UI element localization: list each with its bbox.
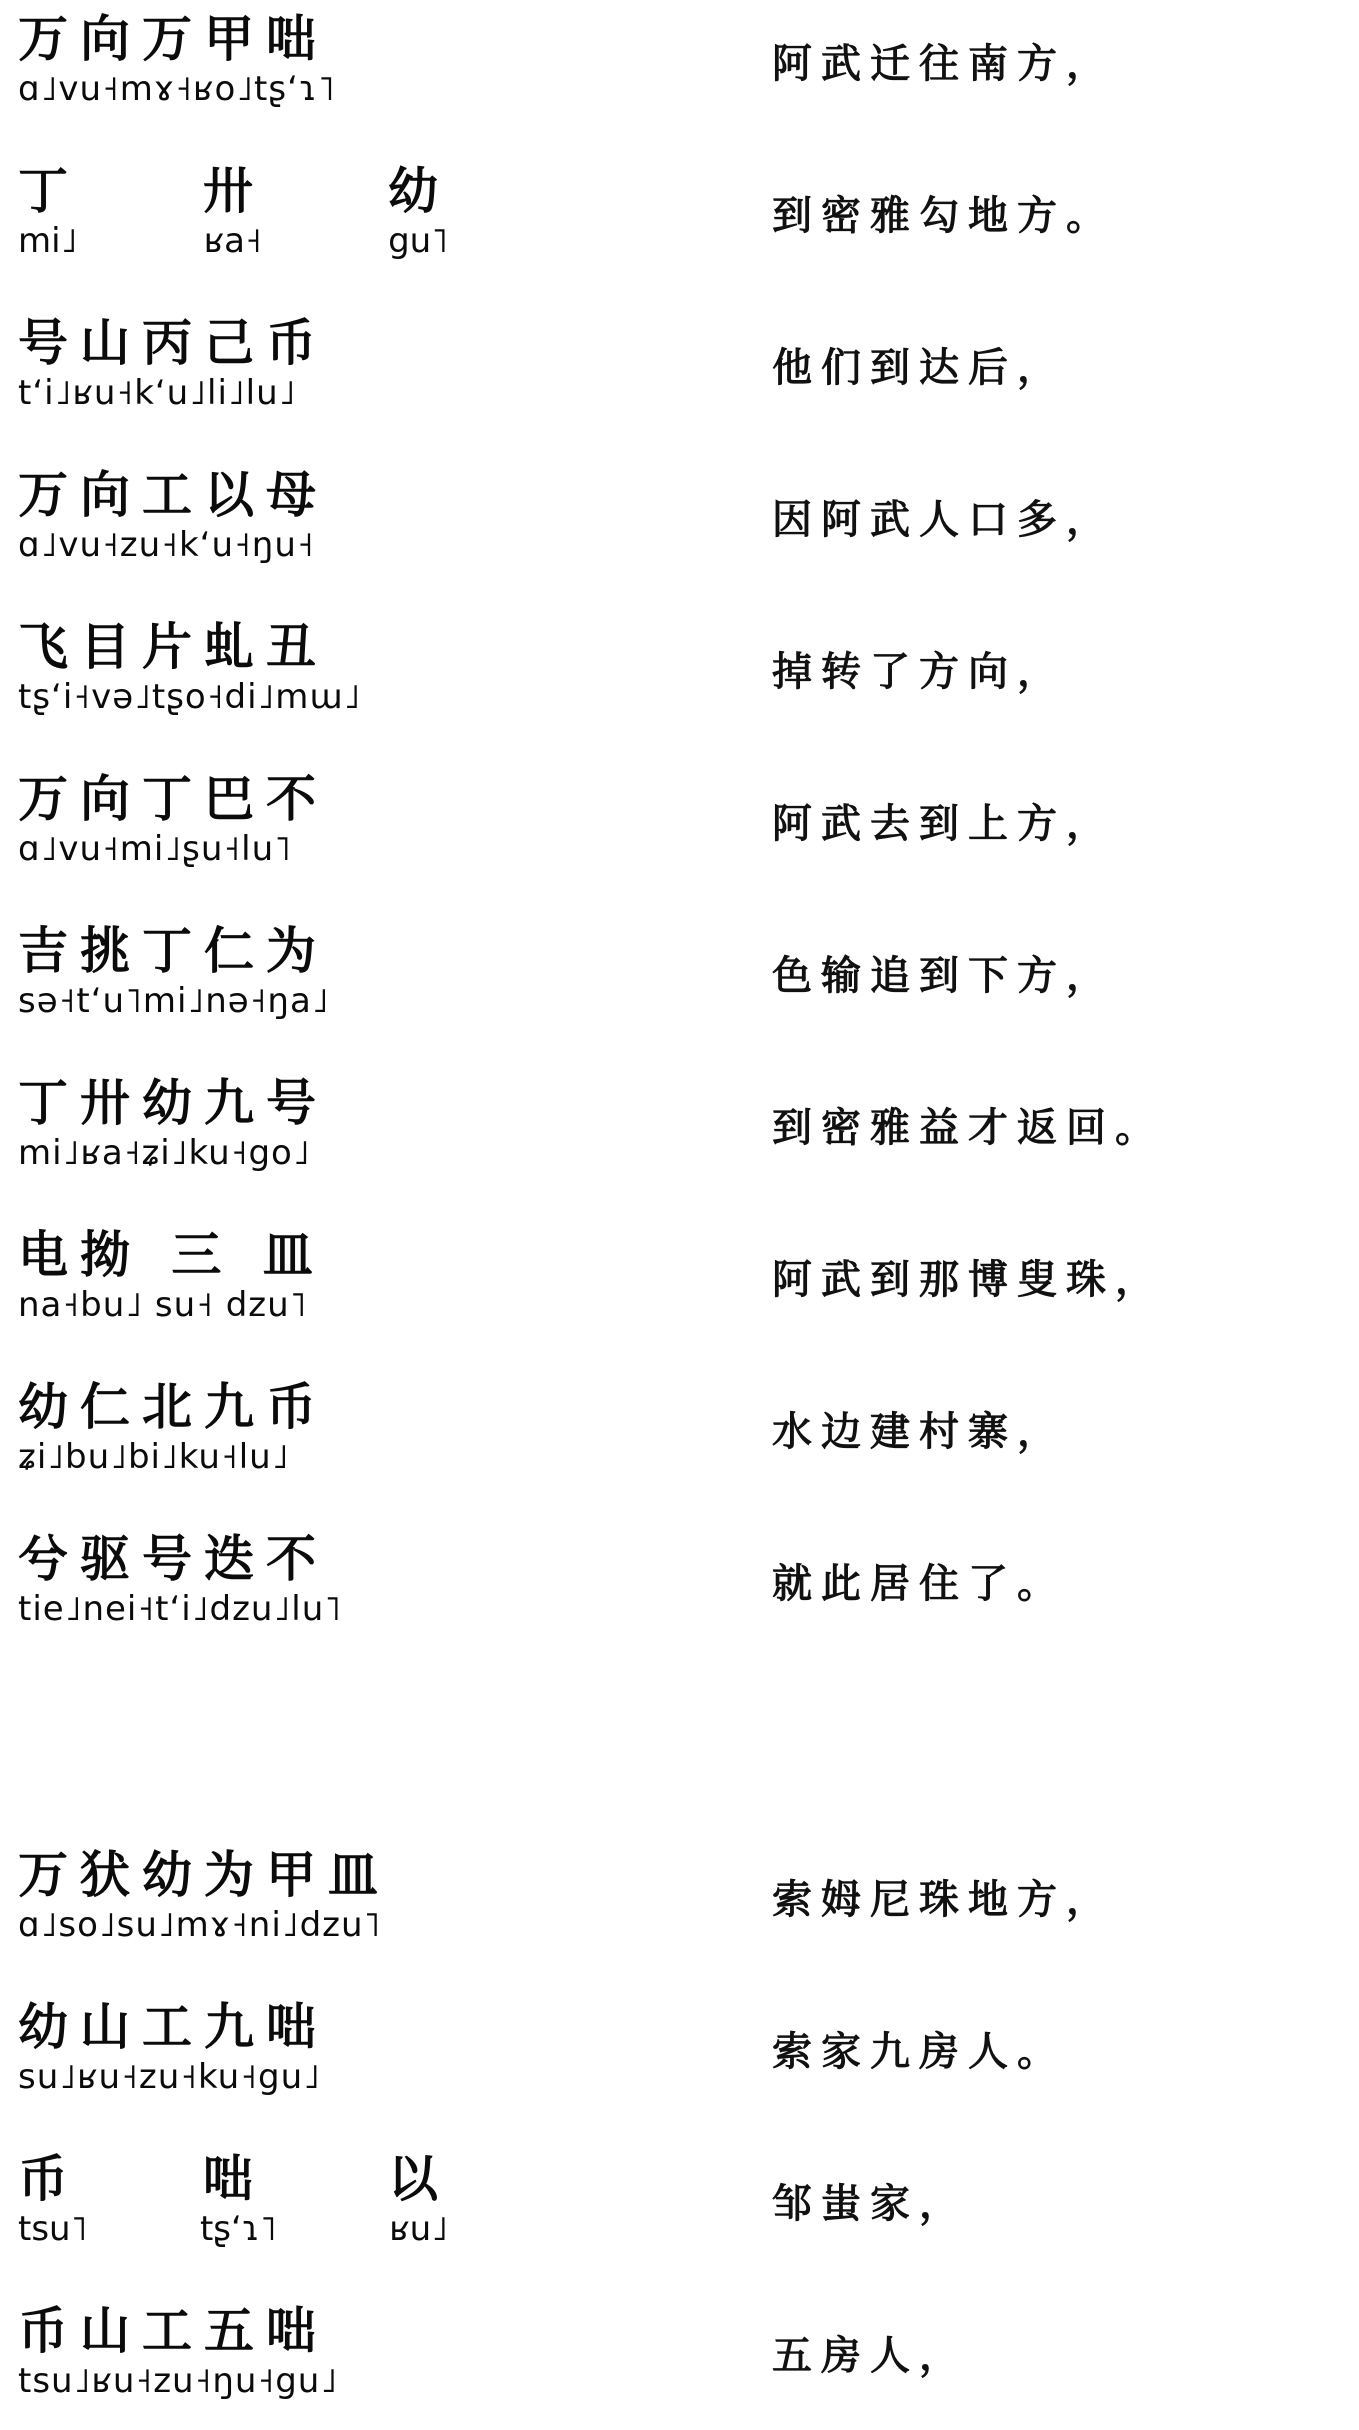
phonetic-word: ʁu˩ <box>389 2209 448 2249</box>
verse-line <box>0 920 1359 1050</box>
yi-script-block <box>18 1528 458 1648</box>
yi-script-word: 以 <box>388 2149 438 2208</box>
chinese-translation: 索姆尼珠地方， <box>772 1877 1115 1923</box>
verse-line <box>0 2300 1359 2430</box>
verse-line <box>0 464 1359 594</box>
verse-line <box>0 1996 1359 2126</box>
yi-script-text: 幼山工九咄 <box>18 1997 328 2056</box>
verse-line <box>0 1224 1359 1354</box>
chinese-translation: 到密雅勾地方。 <box>772 193 1115 239</box>
chinese-translation: 掉转了方向， <box>772 649 1066 695</box>
chinese-translation: 阿武迁往南方， <box>772 41 1115 87</box>
phonetic-transcription: tʂʻi˧və˩tʂo˧di˩mɯ˩ <box>18 677 362 717</box>
verse-line <box>0 160 1359 290</box>
yi-script-text: 幼仁北九币 <box>18 1377 328 1436</box>
yi-script-block <box>18 1844 458 1964</box>
verse-line <box>0 2148 1359 2278</box>
chinese-translation: 因阿武人口多， <box>772 497 1115 543</box>
phonetic-transcription: ʑi˩bu˩bi˩ku˧lu˩ <box>18 1437 290 1477</box>
yi-script-block <box>18 464 458 584</box>
yi-script-text: 万向工以母 <box>18 465 328 524</box>
phonetic-word: tsu˥ <box>18 2209 88 2249</box>
yi-script-text: 币山工五咄 <box>18 2301 328 2360</box>
yi-script-word: 咄 <box>203 2149 253 2208</box>
phonetic-transcription: mi˩ʁa˧ʑi˩ku˧go˩ <box>18 1133 311 1173</box>
yi-script-text: 万犾幼为甲皿 <box>18 1845 390 1904</box>
verse-line <box>0 616 1359 746</box>
verse-line <box>0 1072 1359 1202</box>
verse-line <box>0 1844 1359 1974</box>
phonetic-transcription: tʻi˩ʁu˧kʻu˩li˩lu˩ <box>18 373 297 413</box>
chinese-translation: 他们到达后， <box>772 345 1066 391</box>
yi-script-block <box>18 1224 458 1344</box>
verse-line <box>0 1528 1359 1658</box>
yi-script-block <box>18 1376 458 1496</box>
yi-script-block <box>18 616 458 736</box>
chinese-translation: 五房人， <box>772 2333 968 2379</box>
yi-script-text <box>18 2148 458 2210</box>
phonetic-transcription: na˧bu˩ su˧ dzu˥ <box>18 1285 308 1325</box>
chinese-translation: 水边建村寨， <box>772 1409 1066 1455</box>
yi-script-word: 币 <box>18 2149 68 2208</box>
verse-line <box>0 8 1359 138</box>
yi-script-block <box>18 768 458 888</box>
yi-script-text: 电拗 三 皿 <box>18 1225 325 1284</box>
yi-script-block <box>18 2300 458 2420</box>
yi-script-block <box>18 160 458 280</box>
yi-script-block <box>18 312 458 432</box>
chinese-translation: 色输追到下方， <box>772 953 1115 999</box>
verse-line <box>0 768 1359 898</box>
phonetic-word: mi˩ <box>18 221 78 261</box>
phonetic-transcription: tsu˩ʁu˧zu˧ŋu˧gu˩ <box>18 2361 339 2401</box>
phonetic-word: gu˥ <box>388 221 448 261</box>
phonetic-transcription: ɑ˩vu˧mɤ˧ʁo˩tʂʻɿ˥ <box>18 69 336 109</box>
yi-script-text: 万向万甲咄 <box>18 9 328 68</box>
phonetic-transcription: ɑ˩so˩su˩mɤ˧ni˩dzu˥ <box>18 1905 382 1945</box>
yi-script-block <box>18 1996 458 2116</box>
phonetic-transcription: ɑ˩vu˧zu˧kʻu˧ŋu˧ <box>18 525 315 565</box>
phonetic-transcription <box>18 218 458 264</box>
phonetic-transcription <box>18 2206 458 2252</box>
yi-script-text <box>18 160 458 222</box>
phonetic-transcription: sə˧tʻu˥mi˩nə˧ŋa˩ <box>18 981 330 1021</box>
yi-script-block <box>18 920 458 1040</box>
chinese-translation: 到密雅益才返回。 <box>772 1105 1164 1151</box>
yi-script-block <box>18 1072 458 1192</box>
verse-line <box>0 312 1359 442</box>
phonetic-transcription: tie˩nei˧tʻi˩dzu˩lu˥ <box>18 1589 343 1629</box>
yi-script-text: 吉挑丁仁为 <box>18 921 328 980</box>
chinese-translation: 阿武到那博叟珠， <box>772 1257 1164 1303</box>
yi-script-text: 万向丁巴不 <box>18 769 328 828</box>
chinese-translation: 索家九房人。 <box>772 2029 1066 2075</box>
yi-script-text: 号山丙己币 <box>18 313 328 372</box>
phonetic-transcription: ɑ˩vu˧mi˩ʂu˧lu˥ <box>18 829 292 869</box>
yi-script-block <box>18 8 458 128</box>
chinese-translation: 就此居住了。 <box>772 1561 1066 1607</box>
yi-script-text: 飞目片虬丑 <box>18 617 328 676</box>
phonetic-word: tʂʻɿ˥ <box>199 2209 277 2249</box>
yi-script-word: 丁 <box>18 161 68 220</box>
yi-script-word: 幼 <box>388 161 438 220</box>
phonetic-word: ʁa˧ <box>203 221 262 261</box>
chinese-translation: 邹蚩家， <box>772 2181 968 2227</box>
yi-script-text: 丁卅幼九号 <box>18 1073 328 1132</box>
yi-script-word: 卅 <box>203 161 253 220</box>
verse-line <box>0 1376 1359 1506</box>
chinese-translation: 阿武去到上方， <box>772 801 1115 847</box>
yi-script-text: 兮驱号迭不 <box>18 1529 328 1588</box>
phonetic-transcription: su˩ʁu˧zu˧ku˧gu˩ <box>18 2057 321 2097</box>
yi-script-block <box>18 2148 458 2268</box>
